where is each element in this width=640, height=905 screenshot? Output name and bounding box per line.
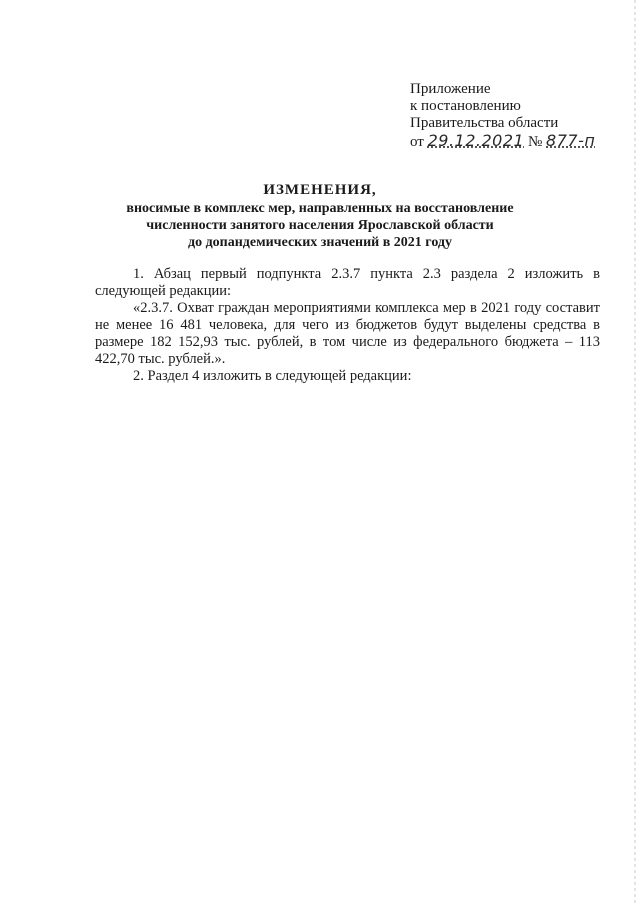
date-handwritten: 29.12.2021 [427, 131, 525, 150]
appendix-line-2: к постановлению [410, 98, 521, 114]
appendix-block [410, 81, 595, 151]
document-subtitle [100, 200, 540, 251]
number-handwritten: 877-п [546, 131, 596, 150]
date-prefix: от [410, 134, 424, 150]
document-title: ИЗМЕНЕНИЯ, [263, 182, 377, 198]
appendix-line-1: Приложение [410, 81, 491, 97]
appendix-line-3: Правительства области [410, 115, 559, 131]
scan-edge [634, 0, 636, 905]
paragraph-1: 1. Абзац первый подпункта 2.3.7 пункта 2.3 раздела 2 изложить в следующей редакции: [95, 266, 600, 299]
number-prefix: № [527, 134, 543, 150]
appendix-date-line [410, 132, 595, 151]
subtitle-line-1: вносимые в комплекс мер, направленных на восстановление [126, 201, 514, 216]
subtitle-line-2: численности занятого населения Ярославской области [146, 218, 494, 233]
paragraph-3: 2. Раздел 4 изложить в следующей редакции: [133, 368, 412, 384]
subtitle-line-3: до допандемических значений в 2021 году [187, 235, 452, 250]
paragraph-2: «2.3.7. Охват граждан мероприятиями комплекса мер в 2021 году составит не менее 16 481 человека, для чего из бюджетов будут выделены средства в размере 182 152,93 тыс. рублей, в том числе из федерального бюджета – 113 422,70 тыс. рублей.». [95, 300, 600, 367]
document-body [95, 266, 600, 385]
